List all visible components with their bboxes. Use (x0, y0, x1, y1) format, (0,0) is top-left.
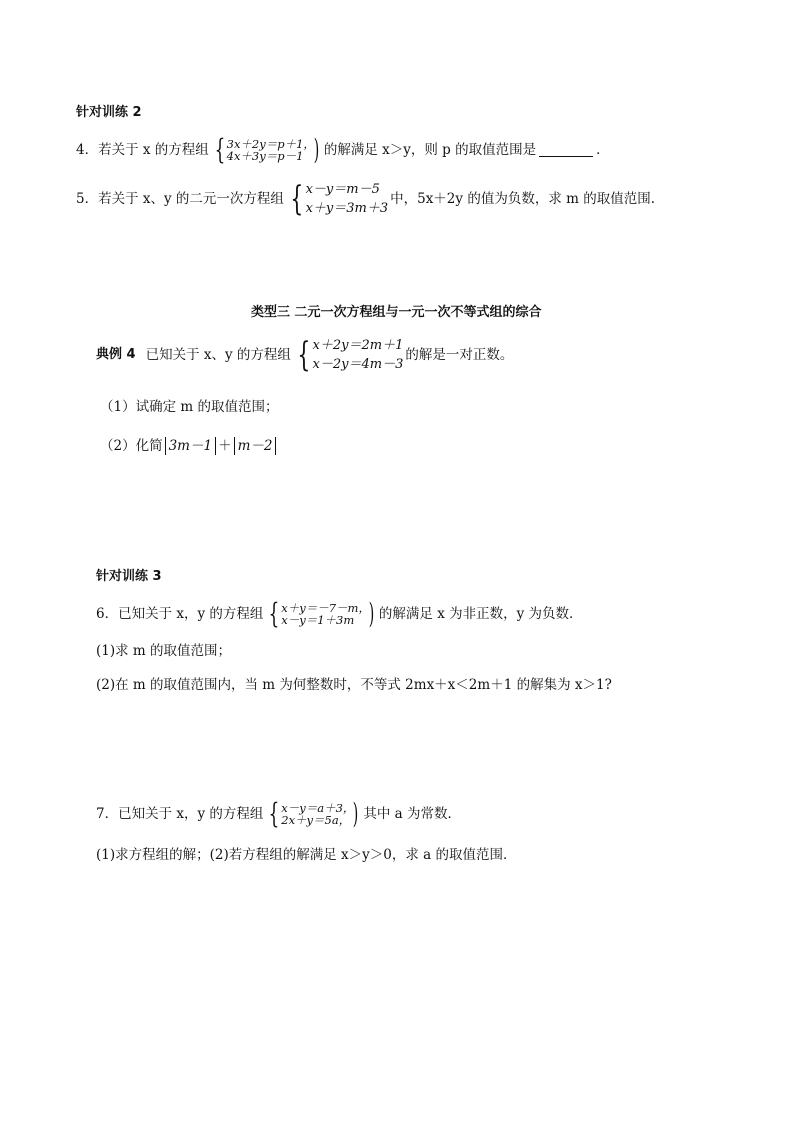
example4-suffix: 的解是一对正数。 (405, 347, 514, 363)
q6-eq2: x－y＝1＋3m (281, 613, 355, 627)
q5-eq2: x＋y＝3m＋3 (305, 201, 389, 216)
left-brace-icon: { (290, 179, 304, 219)
example4-eq2: x－2y＝4m－3 (312, 357, 404, 372)
q5-eq1: x－y＝m－5 (305, 182, 380, 197)
q6-eq1: x＋y＝－7－m， (281, 601, 370, 615)
example4-eq1: x＋2y＝2m＋1 (312, 338, 404, 353)
right-paren-icon: ) (313, 133, 320, 166)
abs-term-2: m－2 (234, 437, 277, 455)
right-paren-icon: ) (368, 597, 375, 630)
example4-part1: （1）试确定 m 的取值范围； (100, 399, 279, 415)
q6-suffix: 的解满足 x 为非正数，y 为负数． (378, 606, 583, 622)
left-brace-icon: { (297, 335, 311, 375)
question-7 (96, 797, 461, 830)
q7-suffix: 其中 a 为常数． (363, 806, 461, 822)
question-5 (76, 180, 655, 218)
example4-part2 (100, 437, 278, 455)
q5-suffix: 中，5x＋2y 的值为负数，求 m 的取值范围. (390, 191, 655, 207)
q6-prefix: 6．已知关于 x，y 的方程组 (96, 606, 264, 622)
section3-title: 类型三 二元一次方程组与一元一次不等式组的综合 (251, 305, 542, 320)
abs-term-1: 3m－1 (165, 437, 216, 455)
q7-eq2: 2x＋y＝5a， (281, 813, 351, 827)
q4-equation-system (211, 133, 322, 166)
example4-prefix: 已知关于 x、y 的方程组 (145, 347, 291, 363)
question-4 (76, 133, 610, 166)
training2-title: 针对训练 2 (76, 105, 142, 120)
q6-part1: (1)求 m 的取值范围； (96, 643, 232, 659)
answer-blank (539, 144, 593, 157)
q7-equation-system (265, 797, 361, 830)
question-6 (96, 597, 583, 630)
q5-equation-system (286, 180, 388, 218)
q7-parts: (1)求方程组的解；(2)若方程组的解满足 x＞y＞0，求 a 的取值范围． (96, 847, 517, 863)
left-brace-icon: { (268, 597, 280, 630)
right-paren-icon: ) (353, 797, 359, 830)
example4-label: 典例 4 (96, 347, 136, 362)
training3-title: 针对训练 3 (96, 569, 162, 584)
example4-part2-prefix: （2）化简 (100, 438, 163, 454)
example4-equation-system (293, 336, 403, 374)
q7-eq1: x－y＝a＋3， (281, 801, 355, 815)
q7-prefix: 7．已知关于 x，y 的方程组 (96, 806, 264, 822)
plus-sign: ＋ (218, 438, 232, 454)
q6-equation-system (265, 597, 376, 630)
q6-part2: (2)在 m 的取值范围内，当 m 为何整数时，不等式 2mx＋x＜2m＋1 的解集为 x＞1? (96, 677, 612, 693)
q5-prefix: 5．若关于 x、y 的二元一次方程组 (76, 191, 284, 207)
left-brace-icon: { (268, 797, 280, 830)
left-brace-icon: { (214, 133, 226, 166)
q4-mid: 的解满足 x＞y，则 p 的取值范围是 (323, 142, 537, 158)
example-4 (96, 336, 513, 374)
q4-prefix: 4．若关于 x 的方程组 (76, 142, 209, 158)
q4-eq1: 3x＋2y＝p＋1， (226, 137, 315, 151)
q4-end: ． (596, 142, 610, 158)
q4-eq2: 4x＋3y＝p－1 (226, 149, 304, 163)
